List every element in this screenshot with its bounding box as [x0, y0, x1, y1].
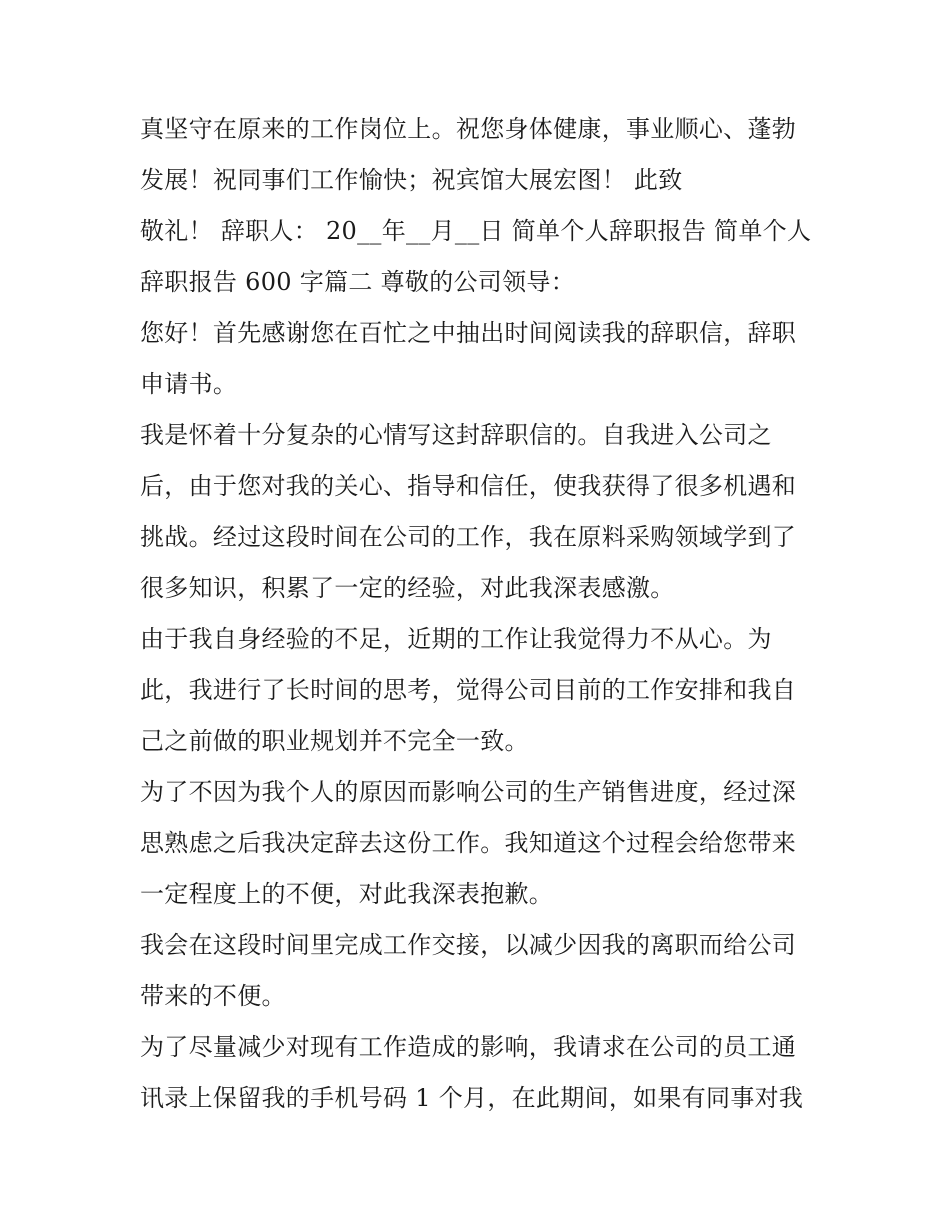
text-line: 辞职报告 600 字篇二 尊敬的公司领导： [140, 268, 575, 296]
text-line: 己之前做的职业规划并不完全一致。 [140, 727, 529, 755]
text-line: 申请书。 [140, 370, 238, 398]
text-line: 由于我自身经验的不足，近期的工作让我觉得力不从心。为 [140, 625, 772, 653]
text-line: 很多知识，积累了一定的经验，对此我深表感激。 [140, 574, 675, 602]
text-line: 一定程度上的不便，对此我深表抱歉。 [140, 880, 554, 908]
text-line: 此，我进行了长时间的思考，觉得公司目前的工作安排和我自 [140, 676, 797, 704]
text-line: 思熟虑之后我决定辞去这份工作。我知道这个过程会给您带来 [140, 829, 797, 857]
text-line: 我会在这段时间里完成工作交接，以减少因我的离职而给公司 [140, 931, 797, 959]
text-line: 真坚守在原来的工作岗位上。祝您身体健康，事业顺心、蓬勃 [140, 115, 797, 143]
text-line: 后，由于您对我的关心、指导和信任，使我获得了很多机遇和 [140, 472, 797, 500]
text-line: 敬礼！ 辞职人： 20__年__月__日 简单个人辞职报告 简单个人 [140, 217, 812, 245]
text-line: 您好！首先感谢您在百忙之中抽出时间阅读我的辞职信，辞职 [140, 319, 797, 347]
text-line: 讯录上保留我的手机号码 1 个月，在此期间，如果有同事对我 [140, 1084, 804, 1112]
text-line: 带来的不便。 [140, 982, 286, 1010]
text-line: 发展！祝同事们工作愉快；祝宾馆大展宏图！ 此致 [140, 166, 683, 194]
text-line: 为了尽量减少对现有工作造成的影响，我请求在公司的员工通 [140, 1033, 797, 1061]
text-line: 为了不因为我个人的原因而影响公司的生产销售进度，经过深 [140, 778, 797, 806]
text-line: 挑战。经过这段时间在公司的工作，我在原料采购领域学到了 [140, 523, 797, 551]
text-line: 我是怀着十分复杂的心情写这封辞职信的。自我进入公司之 [140, 421, 772, 449]
